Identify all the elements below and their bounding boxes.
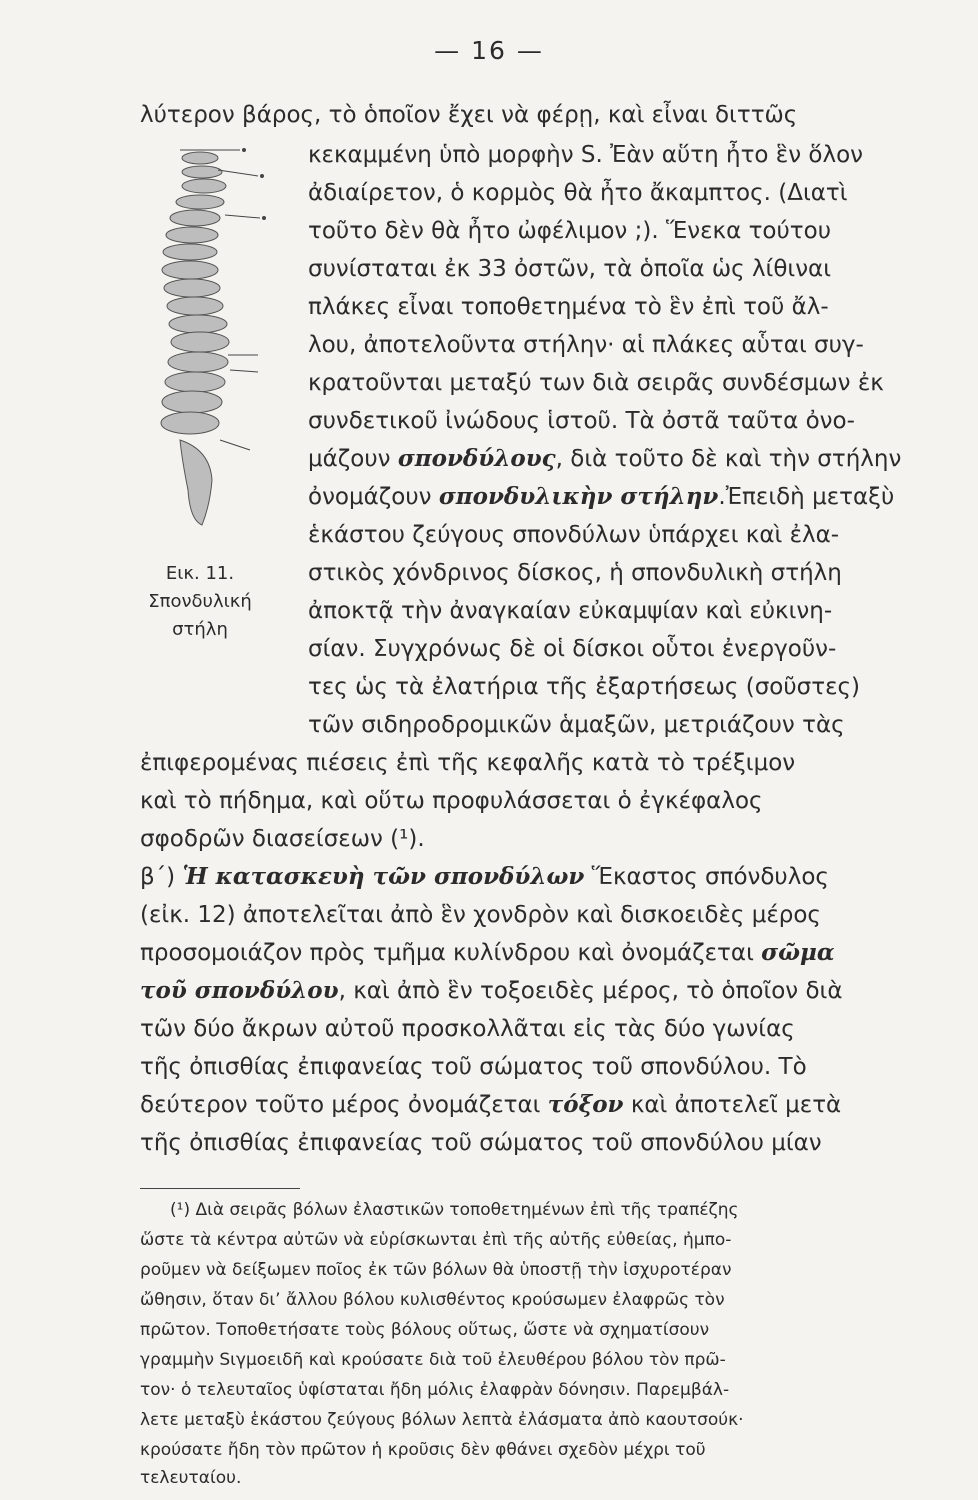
body-line-17: τῶν σιδηροδρομικῶν ἁμαξῶν, μετριάζουν τὰς — [308, 712, 845, 738]
footnote-line-2: ὥστε τὰ κέντρα αὐτῶν νὰ εὑρίσκωνται ἐπὶ τῆς αὐτῆς εὐθείας, ἠμπο- — [140, 1230, 732, 1250]
section-label: β΄) — [140, 864, 183, 890]
spine-illustration — [140, 140, 300, 540]
footnote-line-3: ροῦμεν νὰ δείξωμεν ποῖος ἐκ τῶν βόλων θὰ ὑποστῇ τὴν ἰσχυροτέραν — [140, 1260, 732, 1280]
spine-drawing — [140, 140, 300, 540]
footnote-line-10: τελευταίου. — [140, 1468, 242, 1488]
figure-caption-title: Σπονδυλική — [148, 591, 252, 612]
footnote-line-1: (¹) Διὰ σειρᾶς βόλων ἐλαστικῶν τοποθετημένων ἐπὶ τῆς τραπέζης — [170, 1200, 739, 1220]
body-line-26: τῆς ὀπισθίας ἐπιφανείας τοῦ σώματος τοῦ σπονδύλου. Τὸ — [140, 1054, 807, 1080]
body-line-12: ἑκάστου ζεύγους σπονδύλων ὑπάρχει καὶ ἐλα- — [308, 522, 840, 548]
term-tou-spondylou: τοῦ σπονδύλου — [140, 977, 339, 1004]
body-line-7: λου, ἀποτελοῦντα στήλην· αἱ πλάκες αὗται συγ- — [308, 332, 864, 358]
footnote-line-9: κρούσατε ἤδη τὸν πρῶτον ἡ κροῦσις δὲν φθάνει σχεδὸν μέχρι τοῦ — [140, 1440, 706, 1460]
section-heading-line — [140, 862, 829, 892]
body-line-8: κρατοῦνται μεταξύ των διὰ σειρᾶς συνδέσμων ἐκ — [308, 370, 884, 396]
body-line-14: ἀποκτᾷ τὴν ἀναγκαίαν εὐκαμψίαν καὶ εὐκινη- — [308, 598, 833, 624]
body-line-9: συνδετικοῦ ἰνώδους ἱστοῦ. Τὰ ὀστᾶ ταῦτα ὀνο- — [308, 408, 855, 434]
footnote-line-6: γραμμὴν Sιγμοειδῆ καὶ κρούσατε διὰ τοῦ ἐλευθέρου βόλου τὸν πρῶ- — [140, 1350, 726, 1370]
term-spondyliki-stili: σπονδυλικὴν στήλην — [438, 483, 719, 510]
section-title: Ἡ κατασκευὴ τῶν σπονδύλων — [182, 863, 585, 890]
body-line-24 — [140, 976, 842, 1006]
term-toxon: τόξον — [547, 1091, 624, 1118]
figure-caption-number: Εικ. 11. — [165, 563, 235, 584]
body-line-23-a: προσομοιάζον πρὸς τμῆμα κυλίνδρου καὶ ὀνομάζεται — [140, 940, 762, 966]
page-number: — 16 — — [434, 36, 544, 65]
term-soma: σῶμα — [761, 939, 835, 966]
body-line-24-b: , καὶ ἀπὸ ἓν τοξοειδὲς μέρος, τὸ ὁποῖον διὰ — [338, 978, 843, 1004]
body-line-27 — [140, 1090, 841, 1120]
body-line-13: στικὸς χόνδρινος δίσκος, ἡ σπονδυλικὴ στήλη — [308, 560, 842, 586]
body-line-3: ἀδιαίρετον, ὁ κορμὸς θὰ ἦτο ἄκαμπτος. (Διατὶ — [308, 180, 848, 206]
footnote-line-4: ὤθησιν, ὅταν δι’ ἄλλου βόλου κυλισθέντος κρούσωμεν ἐλαφρῶς τὸν — [140, 1290, 725, 1310]
body-line-19: καὶ τὸ πήδημα, καὶ οὕτω προφυλάσσεται ὁ ἐγκέφαλος — [140, 788, 763, 814]
body-line-11-c: .Ἐπειδὴ μεταξὺ — [718, 484, 895, 510]
body-line-10-c: , διὰ τοῦτο δὲ καὶ τὴν στήλην — [555, 446, 902, 472]
body-line-16: τες ὡς τὰ ἐλατήρια τῆς ἐξαρτήσεως (σοῦστες) — [308, 674, 860, 700]
body-line-11-a: ὀνομάζουν — [308, 484, 439, 510]
figure-caption-title-2: στήλη — [172, 619, 228, 640]
body-line-15: σίαν. Συγχρόνως δὲ οἱ δίσκοι οὗτοι ἐνεργοῦν- — [308, 636, 837, 662]
footnote-line-5: πρῶτον. Τοποθετήσατε τοὺς βόλους οὕτως, ὥστε νὰ σχηματίσουν — [140, 1320, 710, 1340]
body-line-27-c: καὶ ἀποτελεῖ μετὰ — [623, 1092, 842, 1118]
body-line-25: τῶν δύο ἄκρων αὐτοῦ προσκολλᾶται εἰς τὰς δύο γωνίας — [140, 1016, 795, 1042]
body-line-20: σφοδρῶν διασείσεων (¹). — [140, 826, 425, 852]
body-line-21-c: Ἕκαστος σπόνδυλος — [584, 864, 829, 890]
body-line-4: τοῦτο δὲν θὰ ἦτο ὠφέλιμον ;). Ἕνεκα τούτου — [308, 218, 832, 244]
body-line-1: λύτερον βάρος, τὸ ὁποῖον ἔχει νὰ φέρῃ, καὶ εἶναι διττῶς — [140, 102, 798, 128]
body-line-27-a: δεύτερον τοῦτο μέρος ὀνομάζεται — [140, 1092, 548, 1118]
body-line-10 — [308, 444, 901, 474]
term-spondylous: σπονδύλους — [397, 445, 556, 472]
body-line-11 — [308, 482, 894, 512]
body-line-23 — [140, 938, 835, 968]
footnote-line-8: λετε μεταξὺ ἑκάστου ζεύγους βόλων λεπτὰ ἐλάσματα ἀπὸ καουτσούκ· — [140, 1410, 744, 1430]
body-line-10-a: μάζουν — [308, 446, 398, 472]
footnote-rule — [140, 1188, 300, 1189]
body-line-2: κεκαμμένη ὑπὸ μορφὴν S. Ἐὰν αὕτη ἦτο ἓν ὅλον — [308, 142, 863, 168]
footnote-line-7: τον· ὁ τελευταῖος ὑφίσταται ἤδη μόλις ἐλαφρὰν δόνησιν. Παρεμβάλ- — [140, 1380, 730, 1400]
body-line-28: τῆς ὀπισθίας ἐπιφανείας τοῦ σώματος τοῦ σπονδύλου μίαν — [140, 1130, 822, 1156]
body-line-6: πλάκες εἶναι τοποθετημένα τὸ ἓν ἐπὶ τοῦ ἄλ- — [308, 294, 829, 320]
body-line-5: συνίσταται ἐκ 33 ὀστῶν, τὰ ὁποῖα ὡς λίθιναι — [308, 256, 831, 282]
body-line-22: (εἰκ. 12) ἀποτελεῖται ἀπὸ ἓν χονδρὸν καὶ δισκοειδὲς μέρος — [140, 902, 821, 928]
body-line-18: ἐπιφερομένας πιέσεις ἐπὶ τῆς κεφαλῆς κατὰ τὸ τρέξιμον — [140, 750, 796, 776]
